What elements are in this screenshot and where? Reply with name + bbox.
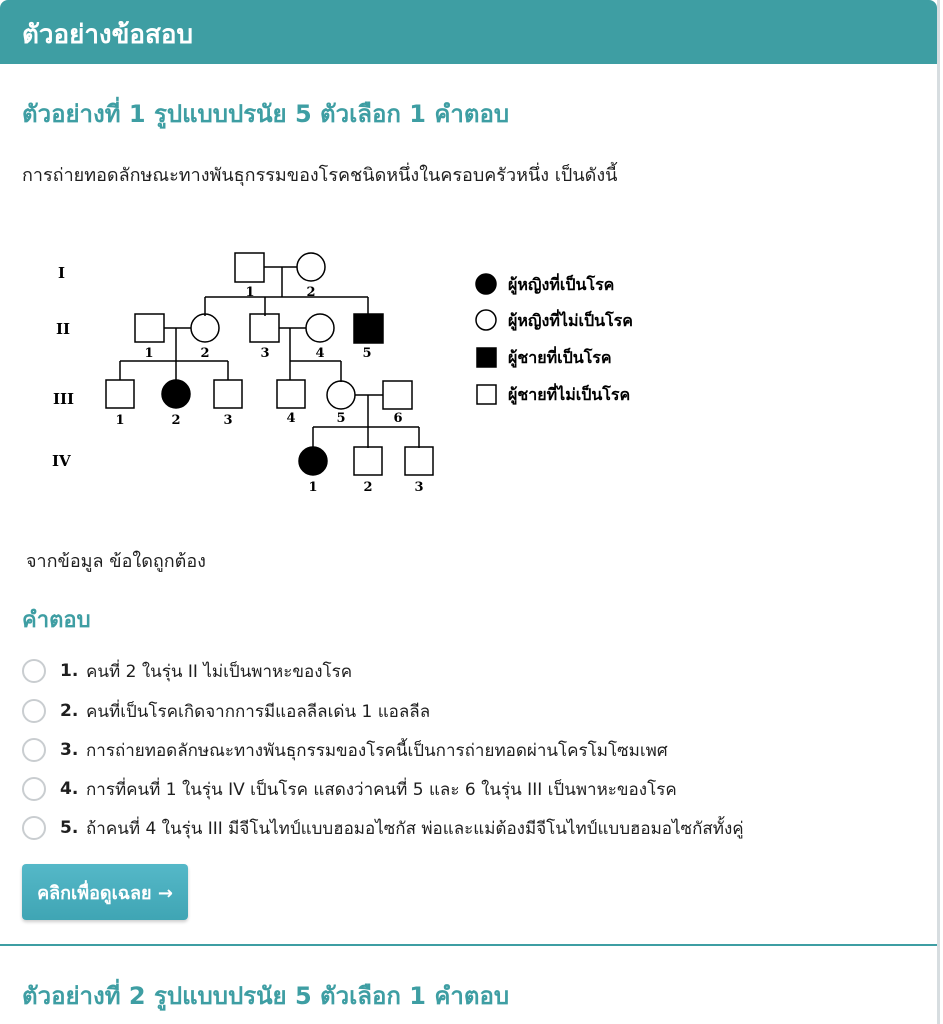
pedigree-iv-1-affected-female (299, 447, 327, 475)
section-divider (0, 944, 937, 946)
option-2[interactable] (22, 696, 922, 726)
pedigree-ii-4-female (306, 314, 334, 342)
num-ii-3: 3 (260, 346, 270, 361)
pedigree-ii-3-male (250, 314, 279, 342)
num-iii-6: 6 (393, 411, 403, 426)
num-iii-2: 2 (171, 413, 181, 428)
option-3[interactable] (22, 735, 922, 765)
num-ii-1: 1 (144, 346, 154, 361)
pedigree-iii-1-male (106, 380, 134, 408)
legend-filled-circle-icon (476, 274, 496, 294)
option-3-text: การถ่ายทอดลักษณะทางพันธุกรรมของโรคนี้เป็นการถ่ายทอดผ่านโครโมโซมเพศ (86, 740, 668, 761)
gen-label-3: III (53, 390, 75, 408)
pedigree-iii-6-male (383, 381, 412, 409)
pedigree-diagram (40, 240, 670, 500)
option-3-number: 3. (60, 740, 79, 760)
option-4-text: การที่คนที่ 1 ในรุ่น IV เป็นโรค แสดงว่าคนที่ 5 และ 6 ในรุ่น III เป็นพาหะของโรค (86, 779, 677, 800)
pedigree-ii-2-female (191, 314, 219, 342)
example-2-title: ตัวอย่างที่ 2 รูปแบบปรนัย 5 ตัวเลือก 1 คำตอบ (22, 982, 510, 1010)
option-1[interactable] (22, 656, 922, 686)
num-iv-2: 2 (363, 480, 373, 495)
legend-filled-square-icon (477, 348, 496, 367)
pedigree-i-1-male (235, 253, 264, 282)
question-prompt: จากข้อมูล ข้อใดถูกต้อง (26, 551, 206, 572)
legend-affected-male: ผู้ชายที่เป็นโรค (508, 348, 612, 367)
legend-unaffected-male: ผู้ชายที่ไม่เป็นโรค (508, 385, 631, 404)
option-5-number: 5. (60, 818, 79, 838)
num-iii-4: 4 (286, 411, 296, 426)
option-4-radio[interactable] (22, 777, 46, 801)
page-header (0, 0, 937, 64)
num-i-2: 2 (306, 285, 316, 300)
example-1-title: ตัวอย่างที่ 1 รูปแบบปรนัย 5 ตัวเลือก 1 คำตอบ (22, 100, 510, 128)
legend-open-circle-icon (476, 310, 496, 330)
pedigree-iv-3-male (405, 447, 433, 475)
gen-label-4: IV (52, 452, 71, 470)
num-iii-5: 5 (336, 411, 346, 426)
question-text: การถ่ายทอดลักษณะทางพันธุกรรมของโรคชนิดหนึ่งในครอบครัวหนึ่ง เป็นดังนี้ (22, 165, 618, 186)
legend-unaffected-female: ผู้หญิงที่ไม่เป็นโรค (508, 311, 633, 330)
num-iii-1: 1 (115, 413, 125, 428)
option-4-number: 4. (60, 779, 79, 799)
gen-label-2: II (56, 320, 71, 338)
answer-heading: คำตอบ (22, 608, 91, 633)
num-iv-3: 3 (414, 480, 424, 495)
option-5-text: ถ้าคนที่ 4 ในรุ่น III มีจีโนไทป์แบบฮอมอไซกัส พ่อและแม่ต้องมีจีโนไทป์แบบฮอมอไซกัสทั้งคู่ (86, 818, 744, 839)
pedigree-iii-3-male (214, 380, 242, 408)
num-iii-3: 3 (223, 413, 233, 428)
option-3-radio[interactable] (22, 738, 46, 762)
num-ii-2: 2 (200, 346, 210, 361)
option-1-radio[interactable] (22, 659, 46, 683)
option-1-text: คนที่ 2 ในรุ่น II ไม่เป็นพาหะของโรค (86, 661, 353, 682)
page-title: ตัวอย่างข้อสอบ (22, 20, 194, 50)
show-answer-button[interactable]: คลิกเพื่อดูเฉลย → (22, 864, 188, 920)
option-2-text: คนที่เป็นโรคเกิดจากการมีแอลลีลเด่น 1 แอลลีล (86, 701, 431, 722)
option-4[interactable] (22, 774, 922, 804)
legend-affected-female: ผู้หญิงที่เป็นโรค (508, 275, 615, 294)
pedigree-iii-5-female (327, 381, 355, 409)
pedigree-ii-5-affected-male (354, 314, 383, 343)
num-iv-1: 1 (308, 480, 318, 495)
pedigree-ii-1-male (135, 314, 164, 342)
option-5[interactable] (22, 813, 922, 843)
option-2-radio[interactable] (22, 699, 46, 723)
pedigree-i-2-female (297, 253, 325, 281)
pedigree-iv-2-male (354, 447, 382, 475)
option-1-number: 1. (60, 661, 79, 681)
gen-label-1: I (58, 264, 66, 282)
num-ii-5: 5 (362, 346, 372, 361)
pedigree-iii-4-male (277, 380, 305, 408)
option-5-radio[interactable] (22, 816, 46, 840)
num-i-1: 1 (245, 285, 255, 300)
num-ii-4: 4 (315, 346, 325, 361)
option-2-number: 2. (60, 701, 79, 721)
legend-open-square-icon (477, 385, 496, 404)
pedigree-iii-2-affected-female (162, 380, 190, 408)
